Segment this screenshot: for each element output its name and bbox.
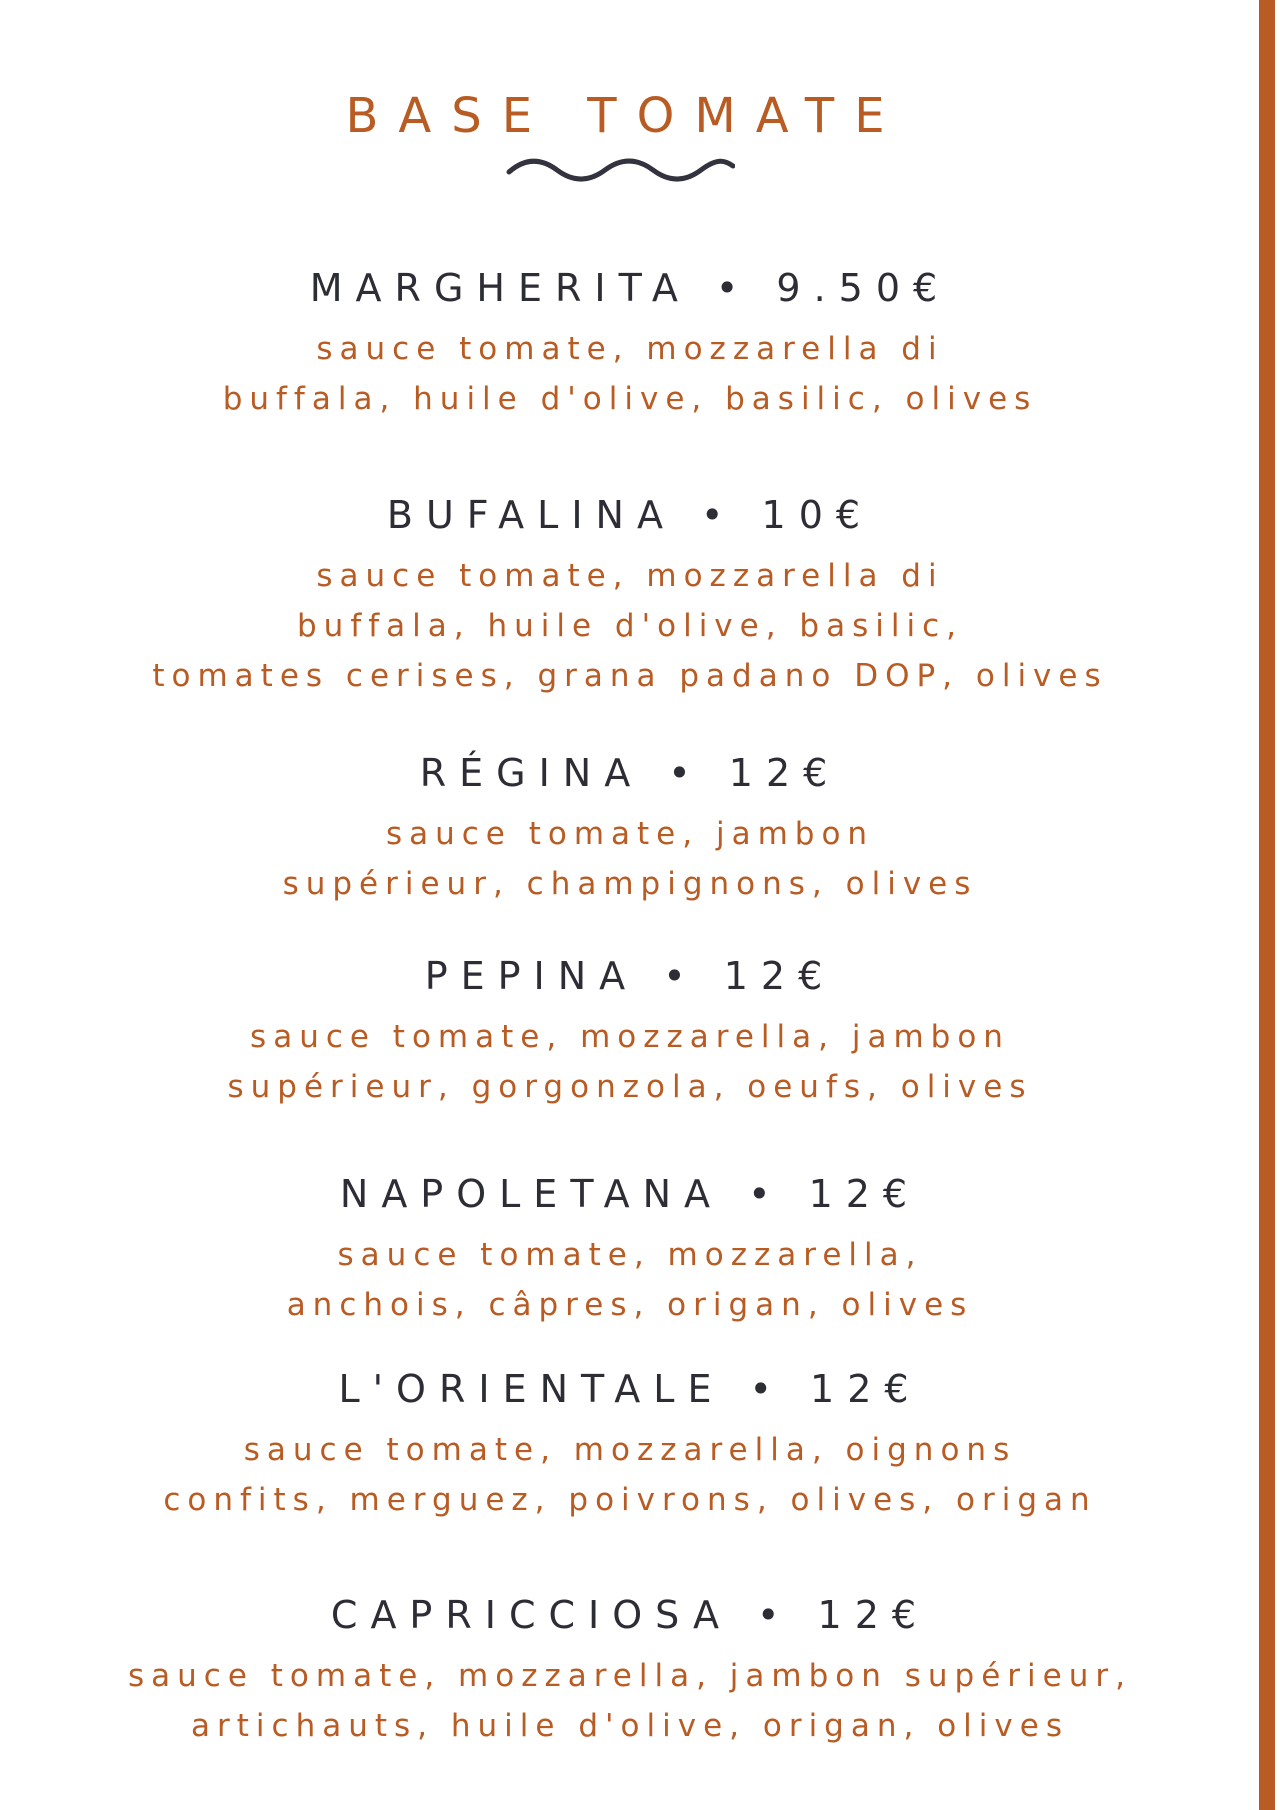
item-description [0,1425,1260,1525]
description-line: artichauts, huile d'olive, origan, olives [191,1707,1069,1744]
side-accent-bar [1259,0,1275,1810]
description-line: sauce tomate, mozzarella, jambon [250,1018,1010,1055]
item-name: L'ORIENTALE • 12€ [338,1367,922,1411]
description-line: tomates cerises, grana padano DOP, olives [152,657,1108,694]
description-line: sauce tomate, mozzarella di [316,557,944,594]
item-name: MARGHERITA • 9.50€ [309,266,951,310]
menu-item-capricciosa [0,1593,1260,1751]
item-name: PEPINA • 12€ [424,954,836,998]
description-line: sauce tomate, mozzarella, jambon supérieur, [128,1657,1132,1694]
wave-divider [505,152,735,186]
item-name: CAPRICCIOSA • 12€ [330,1593,930,1637]
item-name: NAPOLETANA • 12€ [339,1172,921,1216]
item-description [0,324,1260,424]
menu-item-pepina [0,954,1260,1112]
item-description [0,551,1260,701]
menu-item-napoletana [0,1172,1260,1330]
description-line: anchois, câpres, origan, olives [286,1286,974,1323]
item-description [0,809,1260,909]
description-line: sauce tomate, mozzarella, [337,1236,923,1273]
description-line: buffala, huile d'olive, basilic, olives [222,380,1038,417]
description-line: sauce tomate, mozzarella, oignons [243,1431,1017,1468]
item-name: RÉGINA • 12€ [419,751,841,795]
menu-item-margherita [0,266,1260,424]
menu-item-bufalina [0,493,1260,701]
description-line: confits, merguez, poivrons, olives, origan [163,1481,1097,1518]
menu-item-regina [0,751,1260,909]
description-line: sauce tomate, jambon [385,815,875,852]
description-line: buffala, huile d'olive, basilic, [297,607,963,644]
item-description [0,1651,1260,1751]
description-line: sauce tomate, mozzarella di [316,330,944,367]
description-line: supérieur, gorgonzola, oeufs, olives [227,1068,1033,1105]
item-description [0,1012,1260,1112]
description-line: supérieur, champignons, olives [282,865,978,902]
page-title: BASE TOMATE [345,88,905,145]
item-description [0,1230,1260,1330]
item-name: BUFALINA • 10€ [386,493,874,537]
menu-item-orientale [0,1367,1260,1525]
